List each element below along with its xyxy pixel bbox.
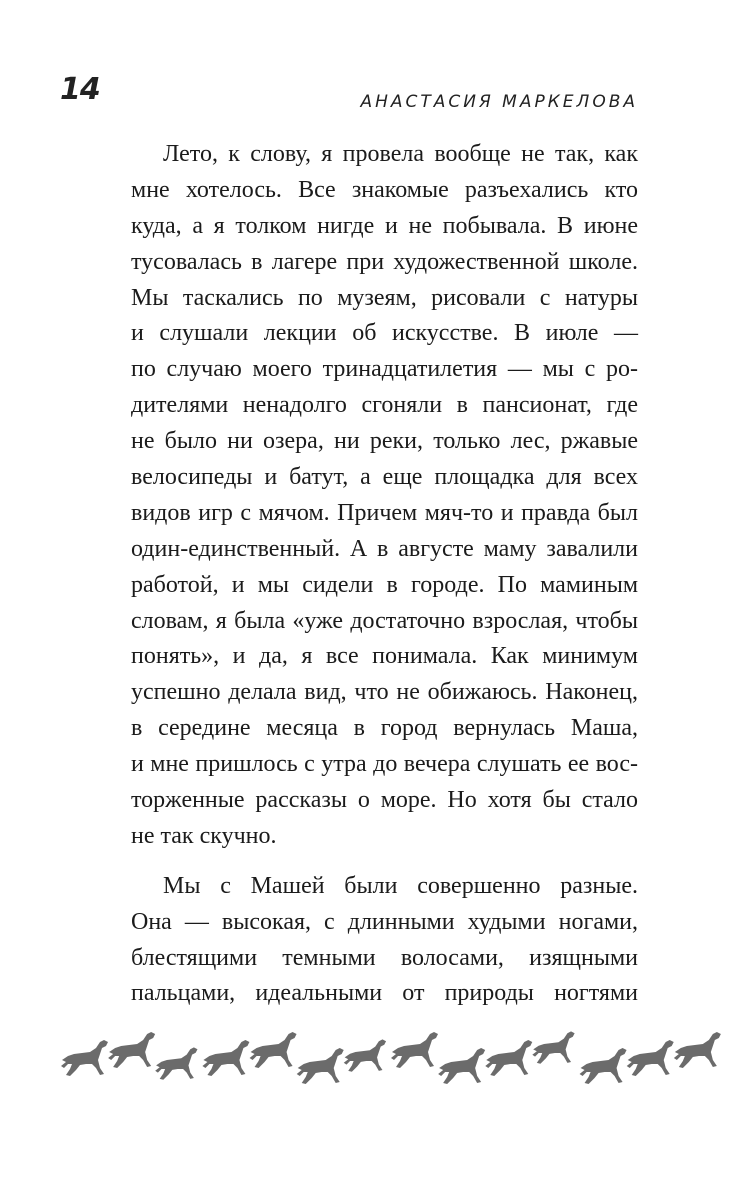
horse-silhouette	[61, 1040, 108, 1076]
text-line: Лето, к слову, я провела вообще не так, как	[163, 141, 638, 167]
text-line: куда, а я толком нигде и не побывала. В июне	[131, 212, 638, 239]
paragraph-1	[131, 137, 638, 855]
text-line: и мне пришлось с утра до вечера слушать ее вос-	[131, 751, 638, 778]
text-line: и слушали лекции об искусстве. В июле —	[131, 320, 638, 347]
text-line: один-единственный. А в августе маму завалили	[131, 535, 638, 562]
horse-silhouette	[155, 1047, 197, 1079]
text-line: видов игр с мячом. Причем мяч-то и правда был	[131, 499, 638, 526]
text-line: дителями ненадолго сгоняли в пансионат, где	[131, 392, 638, 419]
horse-silhouette	[108, 1032, 155, 1068]
horse-silhouette	[485, 1040, 532, 1076]
horse-silhouette	[627, 1040, 674, 1076]
horse-silhouette	[297, 1048, 344, 1084]
text-line: понять», и да, я все понимала. Как минимум	[131, 643, 638, 670]
horse-silhouette	[580, 1048, 627, 1084]
horse-silhouette	[674, 1032, 721, 1068]
horse-silhouette	[391, 1032, 438, 1068]
horse-silhouette	[532, 1031, 574, 1063]
text-line: велосипеды и батут, а еще площадка для всех	[131, 464, 638, 491]
paragraph-2	[131, 869, 638, 1013]
horse-silhouette	[202, 1040, 249, 1076]
horse-silhouette	[438, 1048, 485, 1084]
text-line: не было ни озера, ни реки, только лес, ржавые	[131, 428, 638, 455]
text-line: блестящими темными волосами, изящными	[131, 944, 638, 971]
text-line: Мы с Машей были совершенно разные.	[163, 872, 638, 899]
text-line: пальцами, идеальными от природы ногтями	[131, 980, 638, 1007]
text-line: мне хотелось. Все знакомые разъехались кто	[131, 176, 638, 203]
horse-silhouette	[344, 1039, 386, 1071]
text-line: не так скучно.	[131, 822, 277, 849]
text-line: Мы таскались по музеям, рисовали с натуры	[131, 284, 638, 311]
text-line: торженные рассказы о море. Но хотя бы стало	[131, 787, 638, 814]
horse-silhouette	[250, 1032, 297, 1068]
text-line: работой, и мы сидели в городе. По маминым	[131, 571, 638, 598]
page-number: 14	[60, 72, 100, 107]
galloping-horses-border	[58, 1020, 738, 1092]
text-line: в середине месяца в город вернулась Маша,	[131, 715, 638, 742]
paragraph-spacer	[131, 855, 638, 869]
text-line: по случаю моего тринадцатилетия — мы с ро-	[131, 356, 638, 383]
text-line: словам, я была «уже достаточно взрослая, чтобы	[131, 607, 638, 634]
running-head-author: АНАСТАСИЯ МАРКЕЛОВА	[360, 92, 638, 112]
text-line: Она — высокая, с длинными худыми ногами,	[131, 908, 638, 935]
text-line: тусовалась в лагере при художественной школе.	[131, 248, 638, 275]
body-text	[131, 137, 638, 1012]
text-line: успешно делала вид, что не обижаюсь. Наконец,	[131, 679, 638, 706]
